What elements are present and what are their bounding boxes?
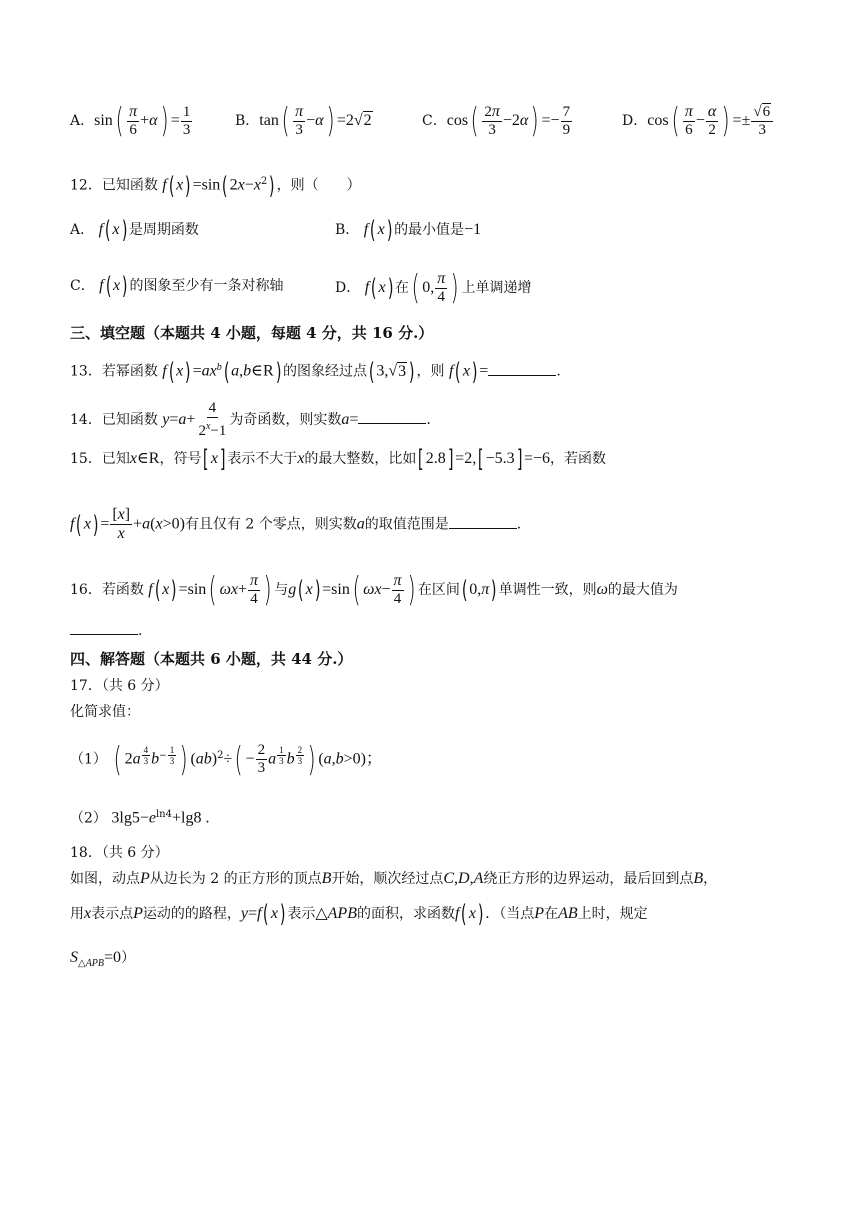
option-label: C． (70, 278, 95, 294)
stem-text: 表示不大于 (227, 451, 298, 467)
q18-line1: 如图，动点P从边长为 2 的正方形的顶点B开始，顺次经过点C,D,A绕正方形的边界运动，最后回到点B， (70, 870, 718, 887)
stem-text: 用 (70, 906, 84, 922)
stem-text: 表示 (287, 906, 316, 922)
option-label: D． (622, 113, 648, 129)
stem-text: 上时，规定 (577, 906, 648, 922)
section-4-heading: 四、解答题（本题共 6 小题，共 44 分.） (70, 650, 353, 668)
stem-text: 已知函数 (101, 412, 158, 428)
option-label: C． (422, 113, 447, 129)
q11-option-a: A．sin( $\frac{\pi}{6}$ +α) = $\frac{1}{3}$ (70, 101, 191, 141)
q14: 14．已知函数 y=a+ $\frac{4}{2^x-1}$ 为奇函数，则实数a= . (70, 400, 431, 439)
stem-text: 为奇函数，则实数 (229, 412, 342, 428)
option-text: 上单调递增 (461, 280, 532, 296)
q12-option-a: A． f( x) 是周期函数 (70, 216, 199, 244)
option-label: B． (235, 113, 260, 129)
q16-answer-line (70, 620, 142, 641)
stem-text: 运动的的路程， (142, 906, 241, 922)
stem-text: 开始，顺次经过点 (331, 871, 444, 887)
stem-text: 绕正方形的边界运动，最后回到点 (483, 871, 694, 887)
stem-text: 表示点 (91, 906, 134, 922)
stem-text: 的最大整数，比如 (304, 451, 417, 467)
q12-option-b: B． f( x) 的最小值是−1 (335, 216, 482, 244)
option-label: B． (335, 222, 360, 238)
stem-text: ，则 (416, 363, 445, 380)
question-number: 14． (70, 412, 102, 428)
section-3-heading: 三、填空题（本题共 4 小题，每题 4 分，共 16 分.） (70, 324, 434, 342)
question-number: 13． (70, 363, 102, 380)
stem-text: 已知 (101, 451, 130, 467)
answer-blank[interactable] (358, 409, 426, 424)
stem-text: 若幂函数 (101, 363, 158, 380)
question-number: 12． (70, 177, 102, 194)
option-text: 是周期函数 (128, 222, 199, 238)
q12-option-d: D． f( x) 在( 0, $\frac{\pi}{4}$ ) 上单调递增 (335, 268, 532, 308)
stem-text: ） (121, 950, 136, 966)
option-text: 的最小值是 (394, 222, 465, 238)
stem-text: ， (703, 871, 718, 887)
option-label: A． (70, 113, 95, 129)
stem-text: 若函数 (101, 582, 144, 598)
stem-text: 从边长为 2 的正方形的顶点 (149, 871, 322, 887)
q18-number: 18．（共 6 分） (70, 845, 169, 861)
q13: 13．若幂函数 f( $x) =ax^b$( a,b∈R) 的图象经过点( 3,√3 ) ，则 f( x) = . (70, 357, 561, 386)
q18-line3: $S_{\triangle APB}=0$） (70, 949, 136, 969)
stem-text: 的图象经过点 (283, 363, 367, 380)
question-number: 15． (70, 451, 102, 467)
stem-text: ，则（ ） (276, 177, 361, 194)
stem-text: ．（当点 (485, 906, 535, 922)
q11-option-b: B．tan( $\frac{\pi}{3}$ −α) =2√2 (235, 101, 372, 141)
part-label: （2） (70, 810, 107, 827)
stem-text: 单调性一致，则 (498, 582, 597, 598)
stem-text: 在 (544, 906, 559, 922)
stem-text: 如图，动点 (70, 871, 140, 887)
stem-text: . (556, 363, 561, 380)
q15-line1: 15．已知x∈R，符号[ x] 表示不大于x的最大整数，比如[ 2.8] =2,[ −5.3] =−6，若函数 (70, 445, 607, 473)
question-number: 16． (70, 582, 102, 598)
q17-intro: 化简求值： (70, 704, 140, 720)
answer-blank[interactable] (70, 620, 138, 635)
answer-blank[interactable] (488, 361, 556, 376)
option-value: −1 (464, 221, 482, 238)
q16: 16．若函数 f( x) =sin( ωx+ $\frac{\pi}{4}$ ) 与g( x) =sin( ωx− $\frac{\pi}{4}$ ) 在区间( 0,π) 单调性一致，则ω的最大值为 (70, 570, 678, 610)
option-label: A． (70, 222, 95, 238)
part-label: （1） (70, 751, 107, 768)
option-text: 的图象至少有一条对称轴 (129, 278, 284, 294)
q11-option-d: D．cos( $\frac{\pi}{6}$ − $\frac{\alpha}{2}$ ) =± $\frac{√6}{3}$ (622, 103, 774, 139)
stem-text: 在区间 (417, 582, 460, 598)
stem-text: 的取值范围是 (364, 516, 449, 533)
q18-line2: 用x表示点P运动的的路程，y=f( x) 表示△APB的面积，求函数f( x) ．（当点P在AB上时，规定 (70, 900, 648, 928)
q15-line2: f( x) = $\frac{[x]}{x}$ +a(x>0)有且仅有 2 个零点，则实数a的取值范围是 . (70, 506, 522, 542)
answer-blank[interactable] (449, 514, 517, 529)
stem-text: 有且仅有 2 个零点，则实数 (184, 516, 357, 533)
stem-text: ，若函数 (550, 451, 607, 467)
stem-text: ，符号 (159, 451, 202, 467)
q17-part1: （1） ( 2a $^{\frac{4}{3}}$ $b^{- \frac{1}{3}}$ ) (ab)$^2$÷( − $\frac{2}{3}$ a $^{\frac{1}{3}}$ b $^{\frac{2}{3}}$ ) (a,b>0)； (70, 739, 383, 780)
stem-text: . (516, 516, 522, 533)
q12-stem: 12．已知函数 f( x) =sin( $2x-x^2$) ，则（ ） (70, 171, 361, 200)
q17-number: 17．（共 6 分） (70, 678, 169, 694)
stem-text: 的最大值为 (607, 582, 678, 598)
option-label: D． (335, 280, 361, 296)
stem-text: 已知函数 (101, 177, 158, 194)
option-text: 在 (395, 280, 409, 296)
stem-text: . (138, 623, 143, 639)
q11-option-c: C．cos( $\frac{2\pi}{3}$ −2α) =− $\frac{7}{9}$ (422, 101, 571, 141)
q12-option-c: C． f( x) 的图象至少有一条对称轴 (70, 272, 284, 300)
stem-text: 的面积，求函数 (356, 906, 455, 922)
stem-text: 与 (274, 582, 289, 598)
stem-text: . (426, 412, 431, 428)
q17-part2: （2） $3\lg 5-e^{ln4}+\lg 8$ . (70, 809, 210, 827)
